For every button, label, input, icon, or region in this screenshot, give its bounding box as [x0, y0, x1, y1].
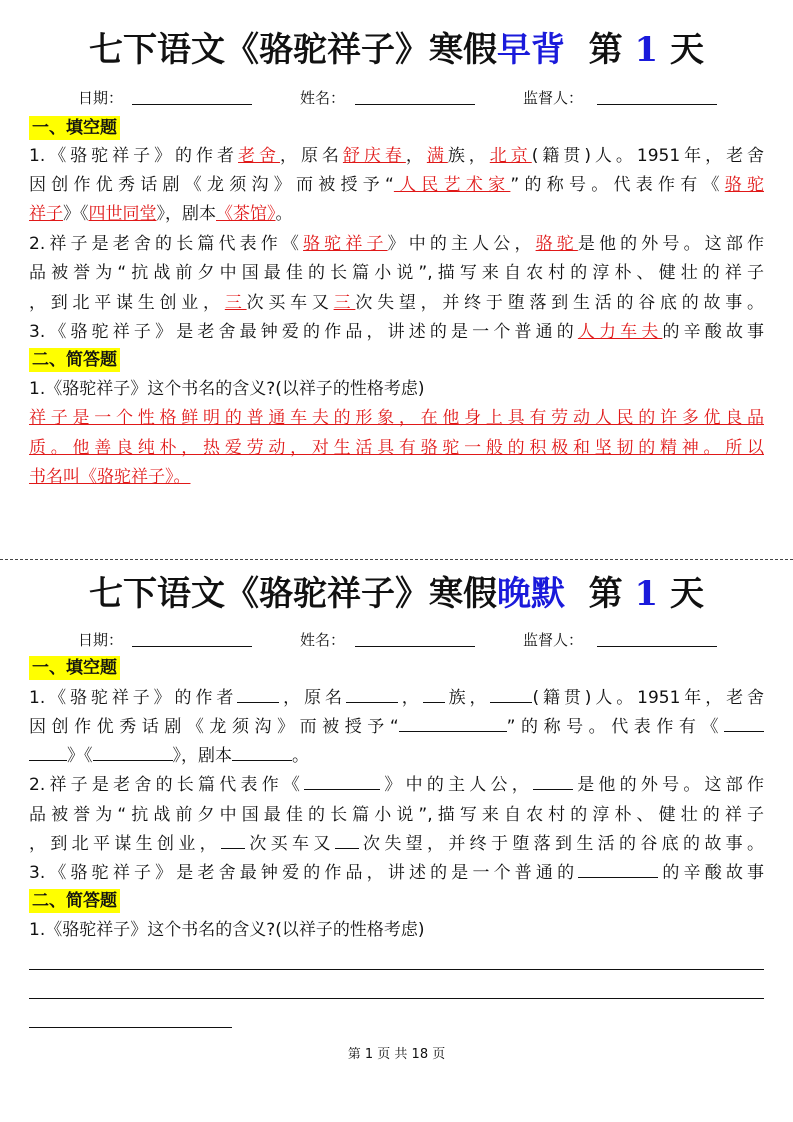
- title-prefix: 七下语文《骆驼祥子》寒假: [88, 574, 497, 614]
- q1-blank-line1: 1.《骆驼祥子》的作者 ，原名 ， 族， (籍贯)人。1951年，老舍: [29, 688, 764, 708]
- name-label: 姓名：: [300, 89, 346, 107]
- date-label: 日期：: [78, 631, 124, 649]
- q3-blank-line: 3.《骆驼祥子》是老舍最钟爱的作品，讲述的是一个普通的 的辛酸故事: [29, 863, 764, 883]
- answer-novel: 骆驼祥子: [303, 234, 388, 254]
- section-fill-blank: 一、填空题: [29, 116, 120, 140]
- blank-nickname[interactable]: [533, 773, 573, 790]
- title-highlight: 晚默: [496, 574, 565, 614]
- page-footer: 第 1 页 共 18 页: [347, 1047, 446, 1062]
- q1-line3: 祥子》《四世同堂》，剧本《茶馆》。: [29, 204, 293, 224]
- q1-blank-line3: 》《 》，剧本 。: [29, 744, 764, 768]
- blank-title[interactable]: [399, 715, 507, 732]
- title-day-suffix: 天: [670, 574, 705, 614]
- short-q1-answer-line2: 质。他善良纯朴，热爱劳动，对生活具有骆驼一般的积极和坚韧的精神。所以: [29, 438, 764, 458]
- q1-blank-line2: 因创作优秀话剧《龙须沟》而被授予“ ”的称号。代表作有《: [29, 715, 764, 739]
- q3-line: 3.《骆驼祥子》是老舍最钟爱的作品，讲述的是一个普通的人力车夫的辛酸故事: [29, 322, 764, 342]
- answer-line[interactable]: [29, 998, 764, 999]
- blank-novel[interactable]: [304, 773, 380, 790]
- answer-line[interactable]: [29, 1027, 232, 1028]
- name-field[interactable]: [355, 646, 475, 647]
- name-field[interactable]: [355, 104, 475, 105]
- blank-occupation[interactable]: [578, 861, 658, 878]
- title-day-number: 1: [634, 574, 659, 614]
- q2-line3: ，到北平谋生创业，三次买车又三次失望，并终于堕落到生活的谷底的故事。: [29, 293, 764, 313]
- supervisor-label: 监督人：: [523, 89, 584, 107]
- answer-work1-a: 骆驼: [724, 175, 764, 195]
- blank-author[interactable]: [237, 686, 279, 703]
- date-field[interactable]: [132, 104, 252, 105]
- section-fill-blank: 一、填空题: [29, 656, 120, 680]
- name-label: 姓名：: [300, 631, 346, 649]
- title-day-label: 第: [588, 574, 623, 614]
- date-label: 日期：: [78, 89, 124, 107]
- q2-blank-line1: 2.祥子是老舍的长篇代表作《 》中的主人公， 是他的外号。这部作: [29, 775, 764, 795]
- blank-fail-count[interactable]: [335, 832, 359, 849]
- title-day-suffix: 天: [670, 30, 705, 70]
- title-day-label: 第: [588, 30, 623, 70]
- q2-blank-line3: ，到北平谋生创业， 次买车又 次失望，并终于堕落到生活的谷底的故事。: [29, 834, 764, 854]
- blank-work1-a[interactable]: [724, 715, 764, 732]
- supervisor-label: 监督人：: [523, 631, 584, 649]
- title-day-number: 1: [634, 30, 659, 70]
- blank-work1-b[interactable]: [29, 744, 67, 761]
- blank-original-name[interactable]: [346, 686, 398, 703]
- title-highlight: 早背: [496, 30, 565, 70]
- blank-hometown[interactable]: [490, 686, 532, 703]
- answer-nickname: 骆驼: [535, 234, 578, 254]
- blank-ethnicity[interactable]: [423, 686, 445, 703]
- answer-line[interactable]: [29, 969, 764, 970]
- answer-occupation: 人力车夫: [577, 322, 663, 342]
- q2-blank-line2: 品被誉为“抗战前夕中国最佳的长篇小说”,描写来自农村的淳朴、健壮的祥子: [29, 805, 764, 825]
- short-q1-question: 1.《骆驼祥子》这个书名的含义?(以祥子的性格考虑): [29, 379, 425, 399]
- answer-fail-count: 三: [333, 293, 356, 313]
- q1-line2: 因创作优秀话剧《龙须沟》而被授予“人民艺术家”的称号。代表作有《骆驼: [29, 175, 764, 195]
- blank-buy-count[interactable]: [221, 832, 245, 849]
- supervisor-field[interactable]: [597, 104, 717, 105]
- date-field[interactable]: [132, 646, 252, 647]
- answer-author: 老舍: [238, 146, 280, 166]
- answer-work2: 四世同堂: [88, 204, 157, 224]
- answer-title: 人民艺术家: [393, 175, 511, 195]
- short-q1-answer-line1: 祥子是一个性格鲜明的普通车夫的形象，在他身上具有劳动人民的许多优良品: [29, 408, 764, 428]
- short-q1-answer-line3: 书名叫《骆驼祥子》。: [29, 467, 191, 487]
- q2-line2: 品被誉为“抗战前夕中国最佳的长篇小说”,描写来自农村的淳朴、健壮的祥子: [29, 263, 764, 283]
- answer-original-name: 舒庆春: [342, 146, 406, 166]
- page-title-evening: [0, 574, 793, 614]
- short-q1-question: 1.《骆驼祥子》这个书名的含义?(以祥子的性格考虑): [29, 920, 425, 940]
- answer-work1-b: 祥子: [29, 204, 63, 224]
- blank-work2[interactable]: [93, 744, 173, 761]
- answer-buy-count: 三: [224, 293, 247, 313]
- answer-play: 《茶馆》: [216, 204, 276, 224]
- blank-play[interactable]: [232, 744, 292, 761]
- title-prefix: 七下语文《骆驼祥子》寒假: [88, 30, 497, 70]
- section-short-answer: 二、简答题: [29, 889, 120, 913]
- page-title-morning: [0, 30, 793, 70]
- answer-ethnicity: 满: [426, 146, 448, 166]
- q2-line1: 2.祥子是老舍的长篇代表作《骆驼祥子》中的主人公，骆驼是他的外号。这部作: [29, 234, 764, 254]
- section-short-answer: 二、简答题: [29, 348, 120, 372]
- supervisor-field[interactable]: [597, 646, 717, 647]
- answer-hometown: 北京: [489, 146, 532, 166]
- page-divider: [0, 559, 793, 560]
- q1-line1: 1.《骆驼祥子》的作者老舍，原名舒庆春，满族，北京(籍贯)人。1951年，老舍: [29, 146, 764, 166]
